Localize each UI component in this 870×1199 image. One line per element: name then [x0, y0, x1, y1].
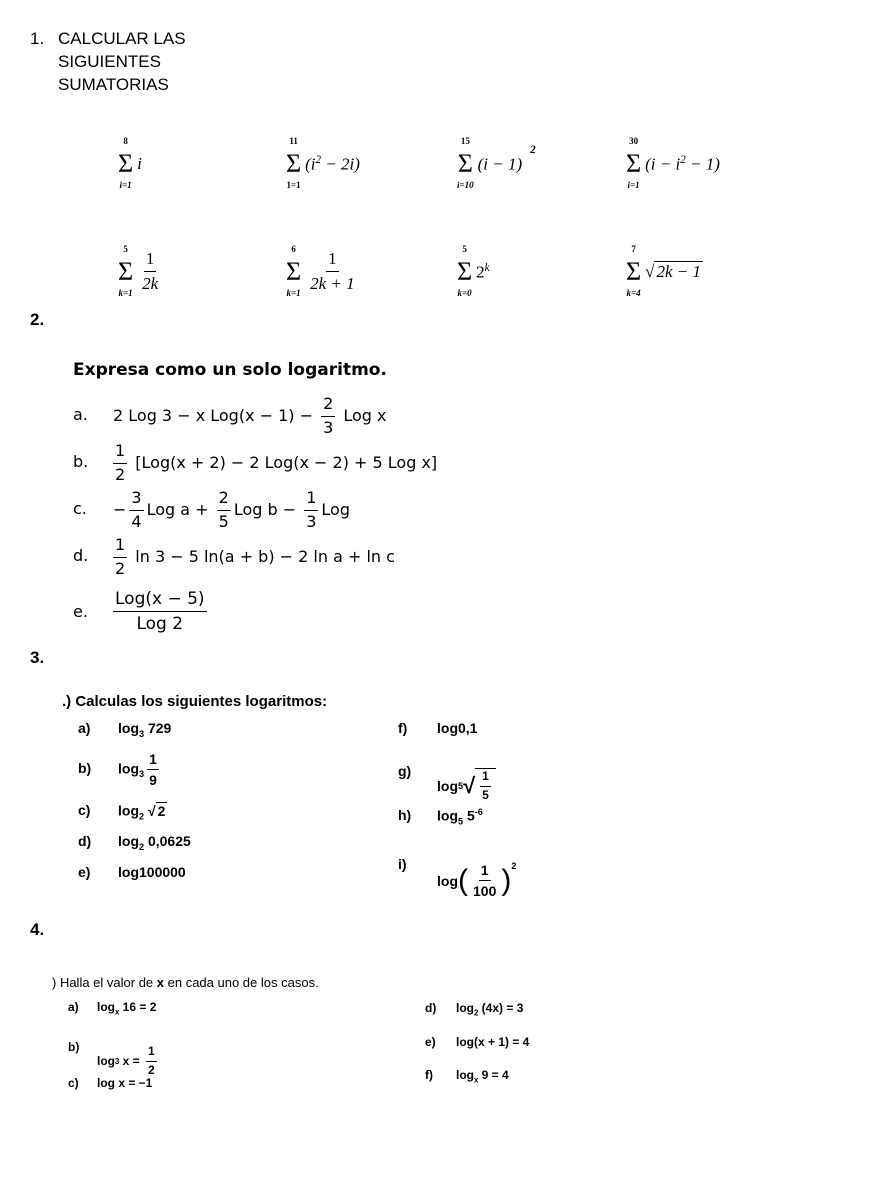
summand-part: (i [305, 154, 316, 174]
lower-limit: 1=1 [286, 180, 301, 191]
item-label: e) [78, 864, 91, 880]
section3-item-b [78, 750, 157, 789]
item-label: b) [78, 760, 92, 776]
upper-limit: 6 [291, 244, 296, 254]
upper-limit: 15 [460, 136, 470, 146]
exponent: k [484, 261, 490, 274]
expr-part: Log [321, 499, 350, 519]
equation-rest: (4x) = 3 [478, 1001, 524, 1015]
lower-limit: k=0 [457, 288, 472, 299]
section3-heading: .) Calculas los siguientes logaritmos: [62, 693, 328, 710]
lower-limit: k=1 [286, 288, 301, 299]
sigma-icon: Σ [286, 148, 302, 178]
section4-item-b [68, 1030, 155, 1077]
exponent: 2 [530, 143, 536, 156]
left-paren: ( [458, 863, 468, 897]
log-fn: log [97, 1000, 115, 1014]
item-label: h) [398, 807, 412, 823]
lower-limit: k=4 [626, 288, 641, 299]
section4-number: 4. [30, 920, 45, 939]
section3-item-a [78, 720, 172, 739]
fraction [308, 248, 357, 295]
section4-item-c [68, 1076, 153, 1090]
item-label: a) [78, 720, 91, 736]
summand [645, 154, 720, 175]
summation-5 [118, 244, 163, 300]
summand-part: (i − 1) [477, 154, 523, 174]
denominator: 2k [142, 274, 159, 294]
log-fn: log [437, 720, 458, 736]
numerator: 1 [144, 248, 157, 272]
log-base: x [474, 1075, 479, 1085]
item-label: a) [68, 1000, 79, 1014]
radical-icon: √ [147, 802, 156, 819]
expr-part: Log a + [146, 499, 214, 519]
numerator: 1 [326, 248, 339, 272]
log-fn: log [456, 1068, 474, 1082]
heading-text: en cada uno de los casos. [164, 975, 319, 990]
title-line: CALCULAR LAS [58, 29, 186, 48]
upper-limit: 5 [462, 244, 467, 254]
item-label: f) [425, 1068, 433, 1082]
log-fn: log [437, 777, 458, 794]
item-label: d) [425, 1001, 437, 1015]
sigma-icon: Σ [626, 256, 642, 286]
log-base: 3 [139, 728, 145, 739]
radicand: 2k − 1 [656, 262, 702, 282]
section4-item-a [68, 1000, 157, 1017]
summand [477, 143, 536, 175]
section2-heading: Expresa como un solo logaritmo. [73, 360, 387, 380]
summand-part: (i − i [645, 154, 681, 174]
radicand: 2 [157, 803, 166, 819]
sigma-icon: Σ [118, 148, 134, 178]
log-base: 2 [474, 1008, 479, 1018]
exponent: 2 [315, 153, 322, 166]
section4-item-f [425, 1068, 509, 1085]
expr-part: − [113, 499, 127, 519]
sigma-icon: Σ [457, 256, 473, 286]
numerator: 2 [217, 488, 231, 511]
summation-4 [626, 136, 720, 192]
denominator: 4 [131, 511, 142, 531]
log-fn: log [118, 720, 139, 736]
item-label: c. [73, 499, 87, 518]
expr-part: 2 Log 3 − x Log(x − 1) − [113, 405, 319, 425]
equation-rest: x = [119, 1054, 144, 1069]
radical-icon: √ [463, 772, 476, 798]
section3-item-c [78, 802, 166, 822]
section3-item-e [78, 864, 186, 880]
summand-part: 2 [476, 262, 485, 282]
item-label: a. [73, 405, 88, 424]
item-label: d) [78, 833, 92, 849]
log-base: 3 [115, 1056, 120, 1066]
summation-1 [118, 136, 142, 192]
exponent: -6 [474, 807, 483, 817]
section2-item-c [73, 488, 573, 533]
numerator: 1 [113, 535, 127, 558]
item-label: f) [398, 720, 408, 736]
summand-part: − 1) [685, 154, 720, 174]
section3-number: 3. [30, 648, 45, 667]
title-line: SUMATORIAS [58, 75, 169, 94]
title-line: SIGUIENTES [58, 52, 161, 71]
summation-7 [457, 244, 490, 300]
numerator: 2 [321, 394, 335, 417]
denominator: 5 [218, 511, 229, 531]
summation-3 [457, 136, 536, 192]
upper-limit: 8 [123, 136, 128, 146]
denominator: 2 [148, 1062, 155, 1077]
denominator: 100 [473, 883, 497, 900]
summand [305, 154, 360, 175]
log-fn: log [437, 872, 458, 889]
lower-limit: i=1 [119, 180, 132, 191]
section2-item-b [73, 441, 573, 486]
section2-item-e [73, 588, 573, 635]
log-fn: log [437, 807, 458, 824]
log-fn: log [118, 760, 139, 777]
radical-icon: √ [645, 261, 655, 281]
log-base: 2 [139, 811, 145, 822]
exponent: 2 [511, 861, 517, 871]
item-label: g) [398, 763, 412, 779]
section3-item-h [398, 807, 483, 827]
heading-variable: x [156, 975, 165, 990]
section3-item-g [398, 752, 489, 802]
numerator: 1 [147, 750, 159, 770]
log-base: 2 [139, 841, 145, 852]
summation-6 [286, 244, 360, 300]
item-label: e. [73, 602, 88, 621]
summand [476, 262, 489, 283]
upper-limit: 11 [289, 136, 298, 146]
denominator: 9 [149, 772, 157, 789]
denominator: 2 [115, 464, 126, 484]
summation-2 [286, 136, 360, 192]
log-base: x [115, 1007, 120, 1017]
heading-text: ) Halla el valor de [52, 975, 157, 990]
log-arg: 0,1 [458, 720, 478, 736]
item-label: e) [425, 1035, 436, 1049]
expr-part: Log b − [233, 499, 302, 519]
denominator: 3 [323, 417, 334, 437]
log-arg: 0,0625 [147, 833, 191, 849]
numerator: Log(x − 5) [113, 588, 207, 612]
item-label: d. [73, 546, 89, 565]
upper-limit: 5 [123, 244, 128, 254]
numerator: 1 [113, 441, 127, 464]
item-label: c) [78, 802, 91, 818]
denominator: 5 [482, 787, 489, 802]
section3-item-d [78, 833, 191, 852]
section4-item-d [425, 1001, 524, 1018]
right-paren: ) [501, 863, 512, 897]
section4-item-e [425, 1035, 530, 1049]
numerator: 1 [480, 769, 491, 787]
upper-limit: 7 [631, 244, 636, 254]
expr-part: ln 3 − 5 ln(a + b) − 2 ln a + ln c [130, 546, 395, 566]
equation: log x = −1 [97, 1076, 153, 1090]
sigma-icon: Σ [457, 148, 473, 178]
equation: log(x + 1) = 4 [456, 1035, 530, 1049]
item-label: b. [73, 452, 89, 471]
section1-title [58, 27, 186, 96]
log-fn: log [118, 833, 139, 849]
fraction [140, 248, 160, 295]
numerator: 1 [479, 861, 491, 881]
section2-item-d [73, 535, 573, 580]
square-root [645, 261, 703, 282]
equation-rest: 16 = 2 [119, 1000, 157, 1014]
log-fn: log [118, 864, 139, 880]
section2-number: 2. [30, 310, 45, 329]
log-fn: log [456, 1001, 474, 1015]
sigma-icon: Σ [118, 256, 134, 286]
denominator: Log 2 [136, 614, 184, 635]
item-label: b) [68, 1040, 80, 1054]
log-base: 5 [458, 816, 464, 827]
item-label: i) [398, 856, 407, 872]
log-base: 3 [139, 769, 145, 780]
log-fn: log [97, 1054, 115, 1069]
lower-limit: k=1 [118, 288, 133, 299]
log-arg: 729 [147, 720, 172, 736]
denominator: 2k + 1 [310, 274, 355, 294]
log-fn: log [118, 802, 139, 819]
numerator: 1 [146, 1044, 157, 1062]
log-arg: 5 [466, 807, 475, 824]
expr-part: Log x [338, 405, 387, 425]
sigma-icon: Σ [286, 256, 302, 286]
upper-limit: 30 [629, 136, 639, 146]
log-arg: 100000 [139, 864, 186, 880]
section1-number: 1. [30, 29, 45, 48]
expr-part: [Log(x + 2) − 2 Log(x − 2) + 5 Log x] [130, 452, 438, 472]
summation-8 [626, 244, 703, 300]
numerator: 1 [304, 488, 318, 511]
numerator: 3 [129, 488, 143, 511]
denominator: 2 [115, 558, 126, 578]
section4-heading [52, 975, 319, 990]
item-label: c) [68, 1076, 79, 1090]
denominator: 3 [306, 511, 317, 531]
section2-item-a [73, 394, 573, 439]
lower-limit: i=10 [457, 180, 474, 191]
summand: i [137, 153, 142, 173]
log-base: 5 [458, 780, 464, 791]
equation-rest: 9 = 4 [478, 1068, 509, 1082]
summand-part: − 2i) [321, 154, 360, 174]
exponent: 2 [680, 153, 686, 166]
sigma-icon: Σ [626, 148, 642, 178]
lower-limit: i=1 [627, 180, 640, 191]
section3-item-i [398, 845, 517, 900]
section3-item-f [398, 720, 478, 736]
